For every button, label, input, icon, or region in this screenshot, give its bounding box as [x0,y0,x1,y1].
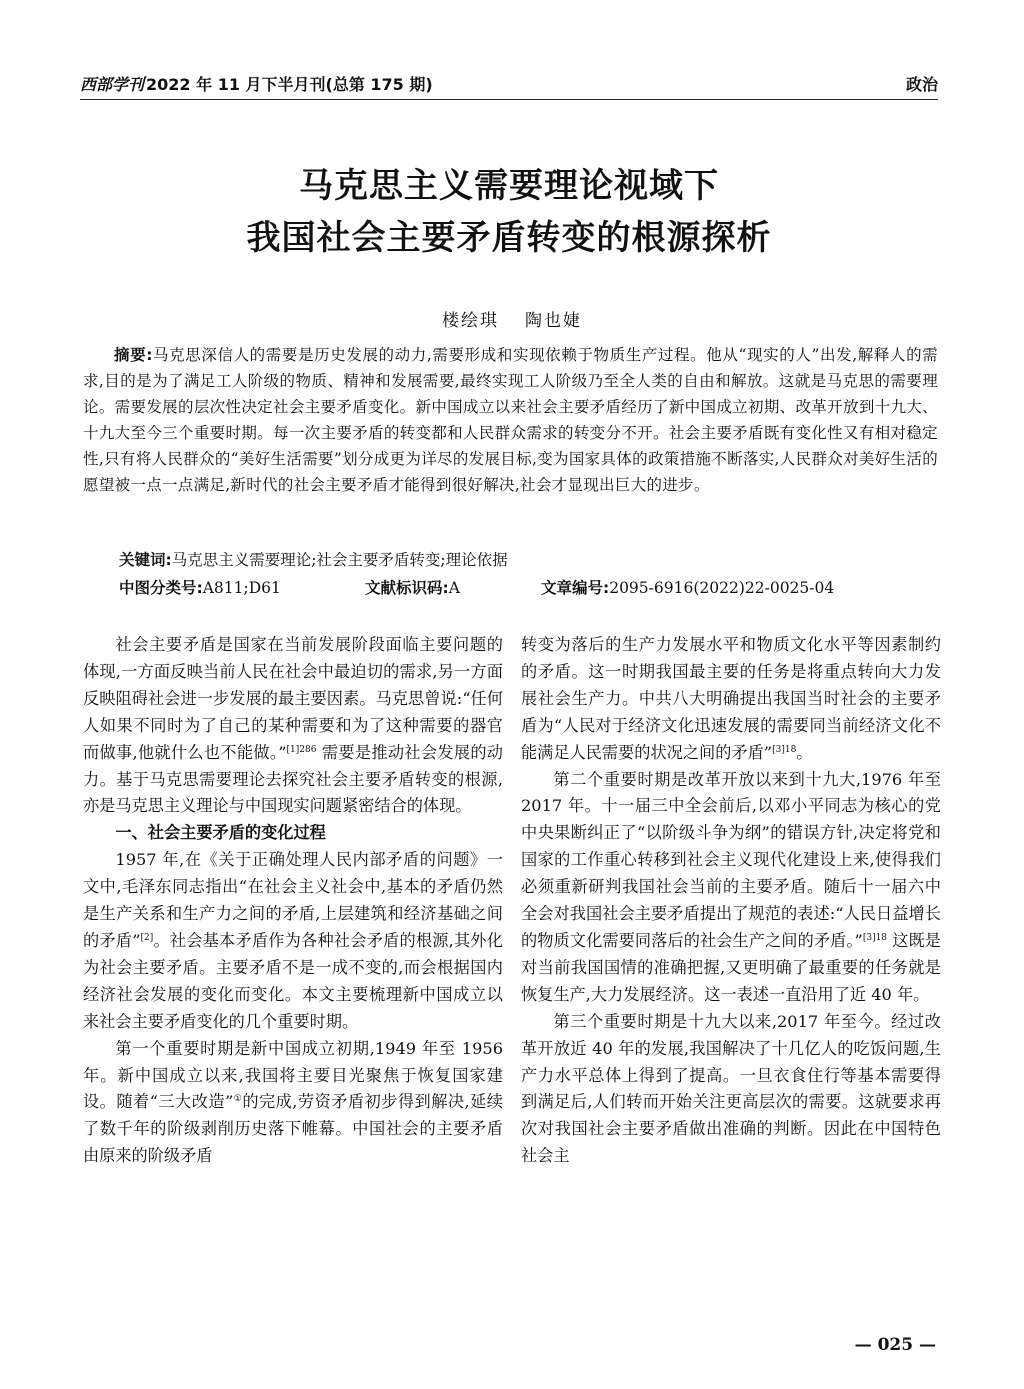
title-line-2: 我国社会主要矛盾转变的根源探析 [246,218,772,258]
page-number: — 025 — [854,1335,936,1355]
clc-number [119,576,365,600]
body-column-left [83,632,503,1170]
clc-value: A811;D61 [202,579,281,597]
abstract [83,342,938,498]
doc-value: A [448,579,460,597]
section-label: 政治 [905,75,938,94]
title-line-1: 马克思主义需要理论视域下 [299,166,719,206]
citation: [3]18 [772,744,797,755]
footnote-marker: ① [233,1094,243,1105]
article-value: 2095-6916(2022)22-0025-04 [609,579,835,597]
paragraph: 社会主要矛盾是国家在当前发展阶段面临主要问题的体现,一方面反映当前人民在社会中最迫切的需求,另一方面反映阻碍社会进一步发展的最主要因素。马克思曾说:“任何人如果不同时为了自己的某种需要和为了这种需要的器官而做事,他就什么也不能做。”$^{[1]286}$ 需要是推动社会发展的动力。基于马克思需要理论去探究社会主要矛盾转变的根源,亦是马克思主义理论与中国现实问题紧密结合的体现。 [83,635,503,816]
author-list [0,306,1024,331]
keywords [119,548,938,572]
paragraph: 第三个重要时期是十九大以来,2017 年至今。经过改革开放近 40 年的发展,我国解决了十几亿人的吃饭问题,生产力水平总体上得到了提高。一旦衣食住行等基本需要得到满足后,人们转而开始关注更高层次的需要。这就要求再次对我国社会主要矛盾做出准确的判断。因此在中国特色社会主 [521,1011,941,1166]
classification-line [119,576,938,600]
citation: [3]18 [862,932,888,943]
journal-name: 西部学刊 [80,75,145,94]
journal-issue [80,72,433,95]
article-title [80,160,938,264]
running-header [80,70,938,100]
author-1: 楼绘琪 [442,311,499,331]
keywords-label: 关键词: [119,551,172,569]
body-column-right [521,632,941,1170]
issue-info: 2022 年 11 月下半月刊(总第 175 期) [146,75,433,94]
paragraph: 第二个重要时期是改革开放以来到十九大,1976 年至 2017 年。十一届三中全会前后,以邓小平同志为核心的党中央果断纠正了“以阶级斗争为纲”的错误方针,决定将党和国家的工作重心转移到社会主义现代化建设上来,使得我们必须重新研判我国社会当前的主要矛盾。随后十一届六中全会对我国社会主要矛盾提出了规范的表述:“人民日益增长的物质文化需要同落后的社会生产之间的矛盾。”$^{[3]18}$ 这既是对当前我国国情的准确把握,又更明确了最重要的任务就是恢复生产,大力发展经济。这一表述一直沿用了近 40 年。 [521,769,941,1004]
paragraph: 转变为落后的生产力发展水平和物质文化水平等因素制约的矛盾。这一时期我国最主要的任务是将重点转向大力发展社会生产力。中共八大明确提出我国当时社会的主要矛盾为“人民对于经济文化迅速发展的需要同当前经济文化不能满足人民需要的状况之间的矛盾”$^{[3]18}$。 [521,635,941,762]
citation: [2] [140,932,154,943]
article-number [541,576,834,600]
abstract-text: 马克思深信人的需要是历史发展的动力,需要形成和实现依赖于物质生产过程。他从“现实的人”出发,解释人的需求,目的是为了满足工人阶级的物质、精神和发展需要,最终实现工人阶级乃至全人类的自由和解放。这就是马克思的需要理论。需要发展的层次性决定社会主要矛盾变化。新中国成立以来社会主要矛盾经历了新中国成立初期、改革开放到十九大、十九大至今三个重要时期。每一次主要矛盾的转变都和人民群众需求的转变分不开。社会主要矛盾既有变化性又有相对稳定性,只有将人民群众的“美好生活需要”划分成更为详尽的发展目标,变为国家具体的政策措施不断落实,人民群众对美好生活的愿望被一点一点满足,新时代的社会主要矛盾才能得到很好解决,社会才显现出巨大的进步。 [83,346,938,494]
document-code [365,576,541,600]
clc-label: 中图分类号: [119,579,203,597]
abstract-label: 摘要: [114,346,153,364]
author-2: 陶也婕 [525,311,582,331]
citation: [1]286 [286,744,317,755]
paragraph: 第一个重要时期是新中国成立初期,1949 年至 1956 年。新中国成立以来,我国将主要目光聚焦于恢复国家建设。随着“三大改造”①的完成,劳资矛盾初步得到解决,延续了数千年的阶级剥削历史落下帷幕。中国社会的主要矛盾由原来的阶级矛盾 [83,1038,503,1166]
paragraph: 1957 年,在《关于正确处理人民内部矛盾的问题》一文中,毛泽东同志指出“在社会主义社会中,基本的矛盾仍然是生产关系和生产力之间的矛盾,上层建筑和经济基础之间的矛盾”[2]。社会基本矛盾作为各种社会矛盾的根源,其外化为社会主要矛盾。主要矛盾不是一成不变的,而会根据国内经济社会发展的变化而变化。本文主要梳理新中国成立以来社会主要矛盾变化的几个重要时期。 [83,850,503,1031]
keywords-text: 马克思主义需要理论;社会主要矛盾转变;理论依据 [171,551,508,569]
section-heading: 一、社会主要矛盾的变化过程 [115,823,326,843]
article-label: 文章编号: [541,579,610,597]
doc-label: 文献标识码: [365,579,449,597]
